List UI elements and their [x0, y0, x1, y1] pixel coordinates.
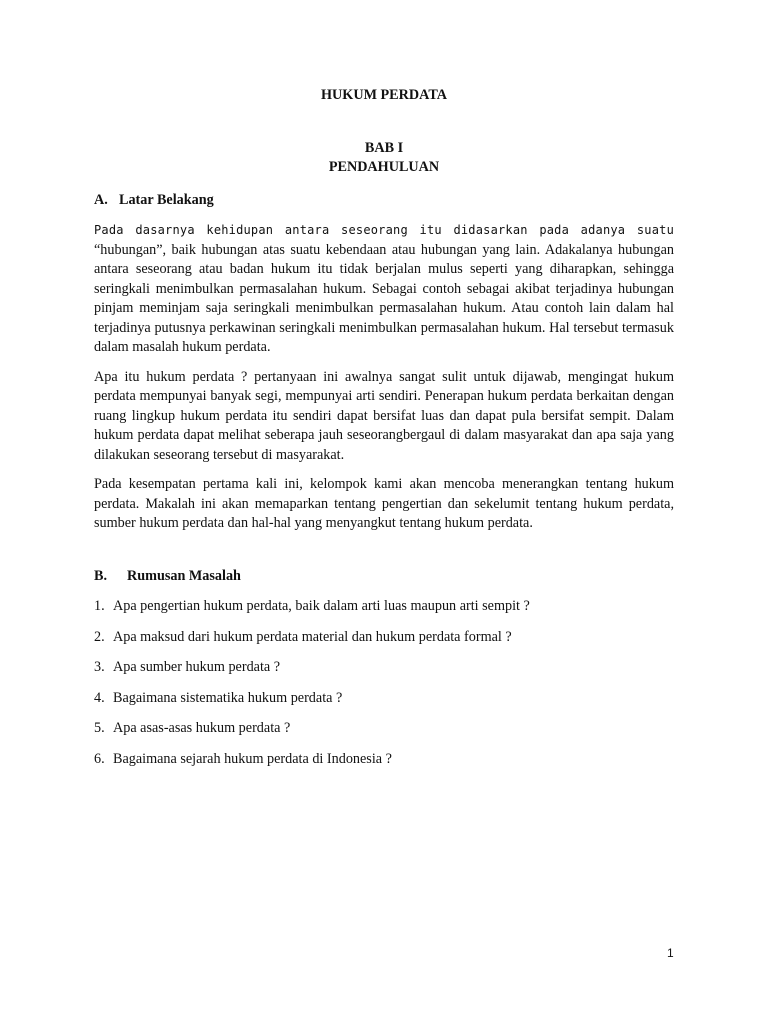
paragraph-1-first-line: Pada dasarnya kehidupan antara seseorang itu didasarkan pada adanya suatu — [94, 223, 674, 237]
list-item-number: 4. — [94, 689, 105, 706]
section-b-title: Rumusan Masalah — [127, 567, 241, 584]
section-b-heading — [94, 567, 674, 587]
section-a-heading — [94, 191, 674, 211]
list-item-text: Apa asas-asas hukum perdata ? — [113, 720, 291, 736]
question-list — [94, 597, 674, 769]
list-item — [94, 597, 674, 617]
paragraph-1-rest: “hubungan”, baik hubungan atas suatu kebendaan atau hubungan yang lain. Adakalanya hubungan antara seseorang atau badan hukum itu tidak berjalan mulus seperti yang diharapkan, sehingga seringkali menimbulkan permasalahan hukum. Sebagai contoh sebagai akibat terjadinya hubungan pinjam meminjam saja seringkali menimbulkan permasalahan hukum. Atau contoh lain dalam hal terjadinya putusnya perkawinan seringkali menimbulkan permasalahan hukum. Hal tersebut termasuk dalam masalah hukum perdata. — [94, 241, 674, 355]
list-item — [94, 750, 674, 770]
list-item-text: Apa sumber hukum perdata ? — [113, 659, 281, 675]
section-a-title: Latar Belakang — [119, 191, 214, 208]
chapter-heading — [94, 139, 674, 178]
list-item-text: Apa pengertian hukum perdata, baik dalam arti luas maupun arti sempit ? — [113, 598, 530, 614]
list-item-number: 1. — [94, 598, 105, 614]
page-content — [94, 86, 674, 780]
section-a-letter: A. — [94, 191, 108, 208]
list-item-number: 5. — [94, 720, 105, 736]
list-item-number: 3. — [94, 659, 105, 675]
paragraph-1 — [94, 221, 674, 358]
list-item — [94, 628, 674, 648]
chapter-title: PENDAHULUAN — [328, 159, 440, 175]
paragraph-2: Apa itu hukum perdata ? pertanyaan ini awalnya sangat sulit untuk dijawab, mengingat hukum perdata mempunyai banyak segi, mempunyai arti sendiri. Penerapan hukum perdata berkaitan dengan ruang lingkup hukum perdata itu sendiri dapat bersifat luas dan dapat pula bersifat sempit. Dalam hukum perdata dapat melihat seberapa jauh seseorangbergaul di dalam masyarakat dan apa saja yang dilakukan seseorang tersebut di masyarakat. — [94, 368, 674, 463]
list-item-number: 2. — [94, 628, 105, 645]
list-item-text: Bagaimana sistematika hukum perdata ? — [113, 689, 343, 706]
list-item-text: Apa maksud dari hukum perdata material dan hukum perdata formal ? — [113, 628, 512, 645]
list-item — [94, 689, 674, 709]
page-number: 1 — [667, 946, 674, 960]
list-item — [94, 658, 674, 678]
chapter-number: BAB I — [364, 139, 404, 156]
list-item-text: Bagaimana sejarah hukum perdata di Indonesia ? — [113, 750, 392, 767]
document-title: HUKUM PERDATA — [321, 87, 447, 103]
section-b-letter: B. — [94, 567, 108, 584]
list-item-number: 6. — [94, 750, 105, 767]
paragraph-3: Pada kesempatan pertama kali ini, kelompok kami akan mencoba menerangkan tentang hukum perdata. Makalah ini akan memaparkan tentang pengertian dan sekelumit tentang hukum perdata, sumber hukum perdata dan hal-hal yang menyangkut tentang hukum perdata. — [94, 476, 674, 531]
list-item — [94, 719, 674, 739]
section-spacer — [94, 544, 674, 554]
